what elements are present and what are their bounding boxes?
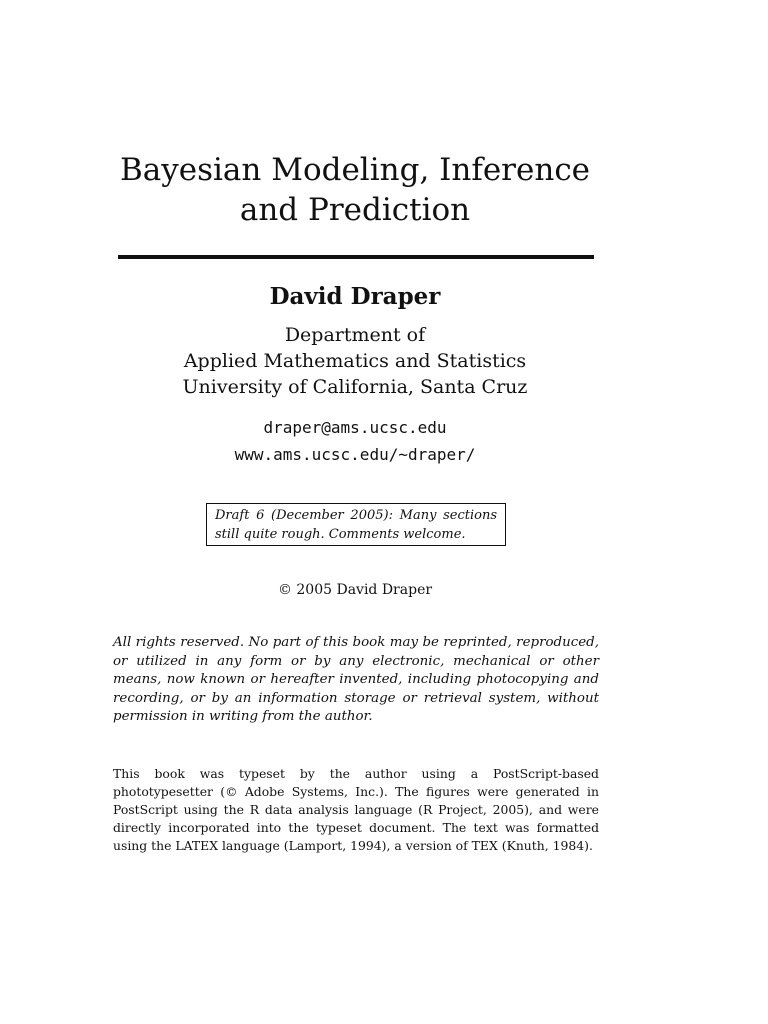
typeset-notice: This book was typeset by the author using a PostScript-based phototypesetter (© Adobe Systems, Inc.). The figures were generated in PostScript using the R data analysis language (R Project, 2005), and were directly incorporated into the typeset document. The text was formatted using the LATEX language (Lamport, 1994), a version of TEX (Knuth, 1984). [113, 766, 599, 853]
draft-note-box: Draft 6 (December 2005): Many sections still quite rough. Comments welcome. [206, 503, 506, 546]
affiliation-line-3: University of California, Santa Cruz [182, 376, 528, 398]
copyright-line: © 2005 David Draper [277, 582, 433, 598]
author-affiliation [0, 322, 710, 400]
rights-notice: All rights reserved. No part of this book may be reprinted, reproduced, or utilized in any form or by any electronic, mechanical or other means, now known or hereafter invented, including photocopying and recording, or by an information storage or retrieval system, without permission in writing from the author. [113, 635, 599, 725]
affiliation-line-1: Department of [284, 324, 426, 346]
author-name: David Draper [269, 283, 441, 310]
affiliation-line-2: Applied Mathematics and Statistics [183, 350, 527, 372]
title-rule-divider [118, 255, 594, 259]
book-title [0, 150, 710, 230]
book-title-line-1: Bayesian Modeling, Inference [119, 152, 591, 188]
book-title-line-2: and Prediction [239, 192, 471, 228]
author-website: www.ams.ucsc.edu/~draper/ [234, 445, 476, 464]
author-email: draper@ams.ucsc.edu [263, 418, 447, 437]
author-contact [0, 414, 710, 468]
